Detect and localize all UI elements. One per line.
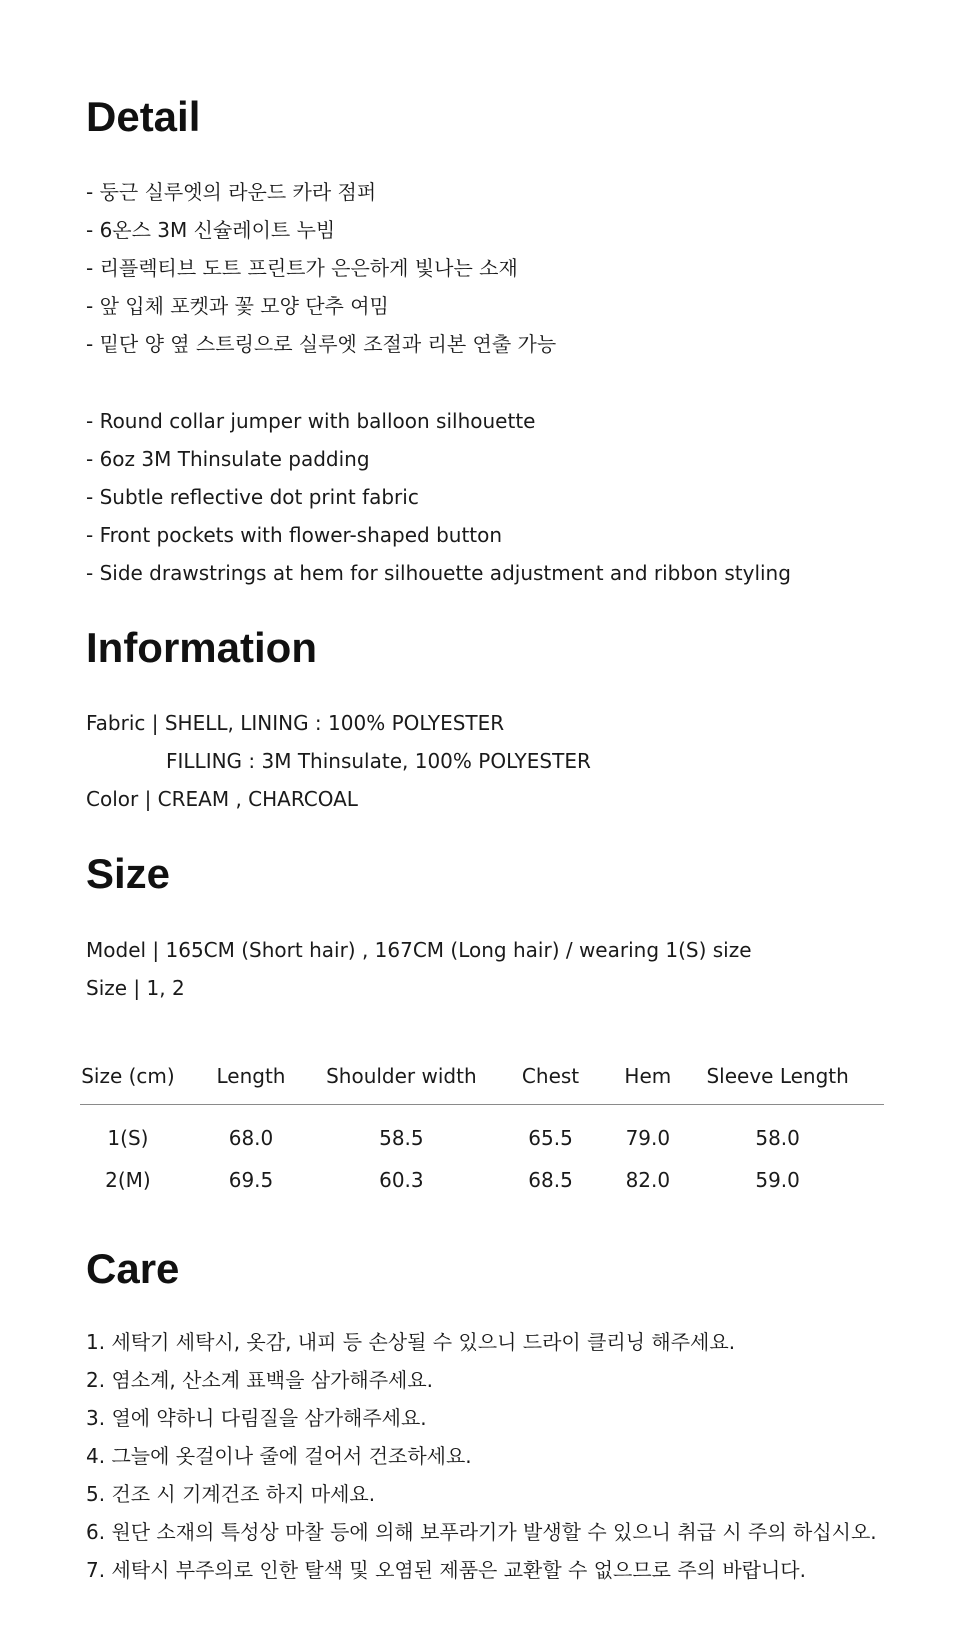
list-item: - Front pockets with flower-shaped button bbox=[86, 523, 503, 547]
detail-korean-list bbox=[86, 173, 556, 363]
color-line: Color | CREAM , CHARCOAL bbox=[86, 787, 358, 811]
header-length: Length bbox=[176, 1048, 326, 1105]
header-chest: Chest bbox=[477, 1048, 625, 1105]
list-item: 3. 열에 약하니 다림질을 삼가해주세요. bbox=[86, 1406, 427, 1430]
care-list bbox=[86, 1323, 877, 1589]
information-heading: Information bbox=[86, 624, 317, 671]
detail-english-list bbox=[86, 402, 791, 592]
table-cell: 65.5 bbox=[528, 1126, 573, 1150]
table-cell: 58.5 bbox=[379, 1126, 424, 1150]
table-cell: 59.0 bbox=[755, 1168, 800, 1192]
table-cell: 79.0 bbox=[625, 1126, 671, 1150]
list-item: - Subtle reflective dot print fabric bbox=[86, 485, 419, 509]
fabric-line: Fabric | SHELL, LINING : 100% POLYESTER bbox=[86, 711, 505, 735]
list-item: - Side drawstrings at hem for silhouette adjustment and ribbon styling bbox=[86, 561, 791, 585]
list-item: - Round collar jumper with balloon silhouette bbox=[86, 409, 536, 433]
list-item: 6. 원단 소재의 특성상 마찰 등에 의해 보푸라기가 발생할 수 있으니 취급 시 주의 하십시오. bbox=[86, 1520, 877, 1544]
table-cell: 1(S) bbox=[107, 1126, 149, 1150]
table-cell: 2(M) bbox=[105, 1168, 151, 1192]
table-cell: 58.0 bbox=[755, 1126, 800, 1150]
detail-heading: Detail bbox=[86, 93, 201, 140]
list-item: 5. 건조 시 기계건조 하지 마세요. bbox=[86, 1482, 376, 1506]
list-item: - 6온스 3M 신슐레이트 누빔 bbox=[86, 218, 336, 242]
list-item: 7. 세탁시 부주의로 인한 탈색 및 오염된 제품은 교환할 수 없으므로 주의 바랍니다. bbox=[86, 1558, 806, 1582]
table-cell: 82.0 bbox=[625, 1168, 671, 1192]
size-options-line: Size | 1, 2 bbox=[86, 976, 185, 1000]
table-cell: 68.5 bbox=[528, 1168, 573, 1192]
model-line: Model | 165CM (Short hair) , 167CM (Long hair) / wearing 1(S) size bbox=[86, 938, 752, 962]
header-sleeve-length: Sleeve Length bbox=[671, 1048, 884, 1105]
header-size: Size (cm) bbox=[80, 1048, 176, 1105]
header-shoulder-width: Shoulder width bbox=[326, 1048, 477, 1105]
list-item: - 밑단 양 옆 스트링으로 실루엣 조절과 리본 연출 가능 bbox=[86, 332, 557, 356]
table-cell: 68.0 bbox=[228, 1126, 274, 1150]
list-item: - 6oz 3M Thinsulate padding bbox=[86, 447, 370, 471]
care-heading: Care bbox=[86, 1245, 180, 1292]
list-item: - 둥근 실루엣의 라운드 카라 점퍼 bbox=[86, 180, 377, 204]
list-item: - 리플렉티브 도트 프린트가 은은하게 빛나는 소재 bbox=[86, 256, 518, 280]
size-table bbox=[80, 1048, 884, 1201]
filling-line: FILLING : 3M Thinsulate, 100% POLYESTER bbox=[166, 749, 591, 773]
table-row bbox=[80, 1105, 884, 1160]
table-row bbox=[80, 1159, 884, 1201]
table-cell: 69.5 bbox=[228, 1168, 274, 1192]
table-cell: 60.3 bbox=[379, 1168, 424, 1192]
list-item: - 앞 입체 포켓과 꽃 모양 단추 여밈 bbox=[86, 294, 389, 318]
list-item: 1. 세탁기 세탁시, 옷감, 내피 등 손상될 수 있으니 드라이 클리닝 해주세요. bbox=[86, 1330, 736, 1354]
list-item: 4. 그늘에 옷걸이나 줄에 걸어서 건조하세요. bbox=[86, 1444, 472, 1468]
list-item: 2. 염소계, 산소계 표백을 삼가해주세요. bbox=[86, 1368, 434, 1392]
table-header-row bbox=[80, 1048, 884, 1105]
size-heading: Size bbox=[86, 850, 171, 897]
header-hem: Hem bbox=[624, 1048, 671, 1105]
